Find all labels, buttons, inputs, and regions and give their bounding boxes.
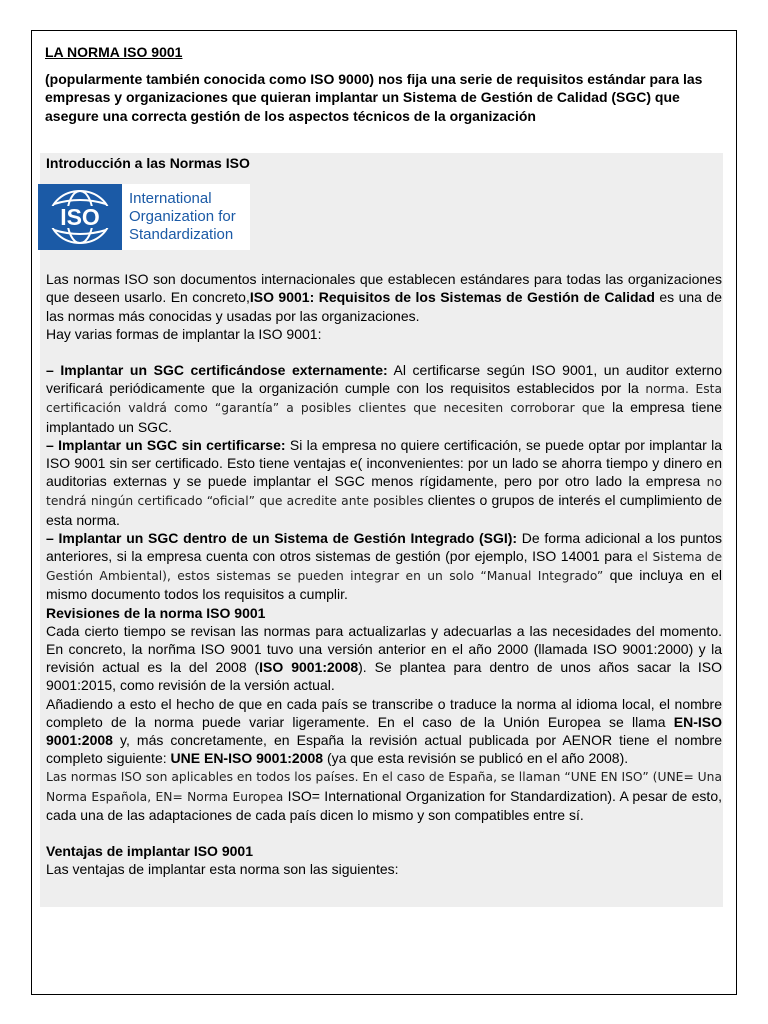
iso-logo (38, 184, 250, 250)
iso-globe-icon (38, 184, 122, 250)
revisions-paragraph-1: Cada cierto tiempo se revisan las normas para actualizarlas y adecuarlas a las necesidades del momento. En concreto, la norñma ISO 9001 tuvo una versión anterior en el año 2000 (llamada ISO 9001:2000) y la revisión actual es la del 2008 (ISO 9001:2008). Se plantea para dentro de unos años sacar la ISO 9001:2015, como revisión de la versión actual. (46, 622, 722, 694)
title-block (45, 43, 725, 125)
document-body (46, 154, 722, 879)
intro-paragraph: Las normas ISO son documentos internacionales que establecen estándares para todas las organizaciones que deseen usarlo. En concreto,ISO 9001: Requisitos de los Sistemas de Gestión de Calidad es una de las normas más conocidas y usadas por las organizaciones. (46, 271, 723, 324)
logo-line-2: Organization for (129, 208, 236, 226)
revisions-paragraph-2: Añadiendo a esto el hecho de que en cada país se transcribe o traduce la norma al idioma local, el nombre completo de la norma puede variar ligeramente. En el caso de la Unión Europea se llama EN-ISO 9001:2008 y, más concretamente, en España la revisión actual publicada por AENOR tiene el nombre completo siguiente: UNE EN-ISO 9001:2008 (ya que esta revisión se publicó en el año 2008). (46, 695, 722, 767)
document-subtitle: (popularmente también conocida como ISO 9000) nos fija una serie de requisitos estándar para las empresas y organizaciones que quieran implantar un Sistema de Gestión de Calidad (SGC) que asegure una correcta gestión de los aspectos técnicos de la organización (45, 70, 703, 124)
form-uncertified: – Implantar un SGC sin certificarse: Si la empresa no quiere certificación, se puede optar por implantar la ISO 9001 sin ser certificado. Esto tiene ventajas e( inconvenientes: por un lado se ahorra tiempo y dinero en auditorias externas y se puede implantar el SGC menos rígidamente, pero por otro lado la empresa no tendrá ningún certificado “oficial” que acredite ante posibles clientes o grupos de interés el cumplimiento de esta norma. (46, 436, 723, 528)
revisions-paragraph-3: Las normas ISO son aplicables en todos los países. En el caso de España, se llaman “UNE EN ISO” (UNE= Una Norma Española, EN= Norma Europea ISO= International Organization for Standardization). A pesar de esto, cada una de las adaptaciones de cada país dicen lo mismo y son compatibles entre sí. (46, 770, 722, 823)
document-title: LA NORMA ISO 9001 (45, 44, 183, 60)
intro-forms-lead: Hay varias formas de implantar la ISO 9001: (46, 325, 322, 342)
logo-line-1: International (129, 190, 212, 208)
advantages-paragraph: Las ventajas de implantar esta norma son las siguientes: (46, 861, 399, 878)
form-integrated: – Implantar un SGC dentro de un Sistema de Gestión Integrado (SGI): De forma adicional a los puntos anteriores, si la empresa cuenta con otros sistemas de gestión (por ejemplo, ISO 14001 para el Sistema de Gestión Ambiental), estos sistemas se pueden integrar en un solo “Manual Integrado” que incluya en el mismo documento todos los requisitos a cumplir. (46, 529, 723, 603)
intro-heading: Introducción a las Normas ISO (46, 155, 250, 171)
iso-logo-text (129, 190, 236, 244)
revisions-heading: Revisiones de la norma ISO 9001 (46, 604, 266, 621)
advantages-heading: Ventajas de implantar ISO 9001 (46, 843, 253, 860)
logo-line-3: Standardization (129, 226, 234, 244)
iso-logo-mark: ISO (60, 204, 100, 231)
form-certified: – Implantar un SGC certificándose externamente: Al certificarse según ISO 9001, un auditor externo verificará periódicamente que la organización cumple con los requisitos establecidos por la norma. Esta certificación valdrá como “garantía” a posibles clientes que necesiten corroborar que la empresa tiene implantado un SGC. (46, 362, 722, 435)
